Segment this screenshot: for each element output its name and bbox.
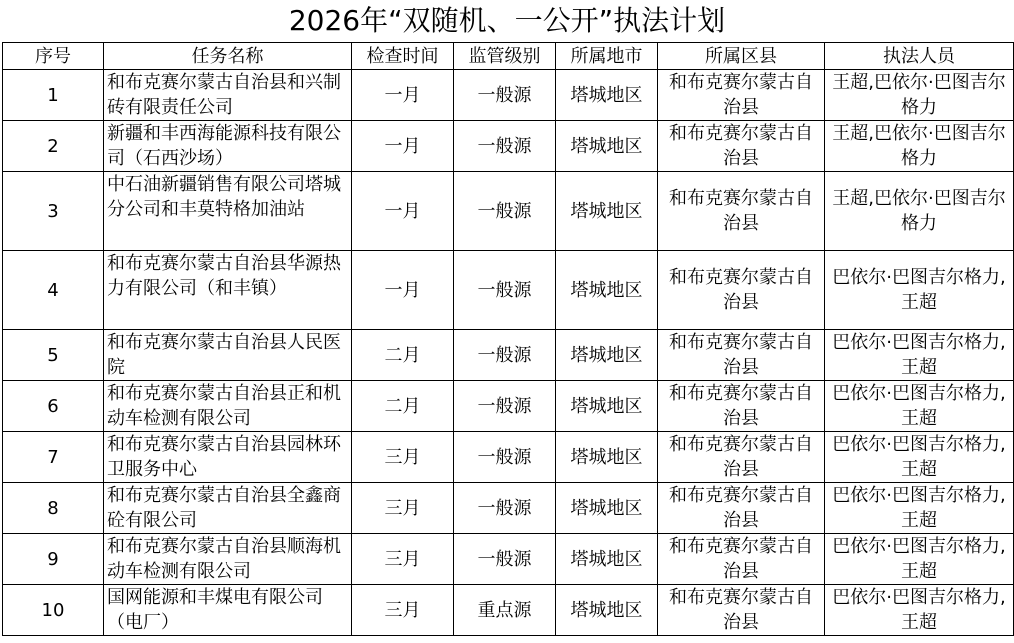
cell-staff: 巴依尔·巴图吉尔格力,王超: [825, 585, 1014, 636]
cell-city: 塔城地区: [556, 585, 658, 636]
table-row: [3, 381, 1014, 432]
table-header-row: [3, 43, 1014, 70]
table-row: [3, 172, 1014, 251]
cell-city: 塔城地区: [556, 381, 658, 432]
cell-no: 1: [3, 70, 104, 121]
cell-staff: 巴依尔·巴图吉尔格力,王超: [825, 534, 1014, 585]
cell-city: 塔城地区: [556, 251, 658, 330]
cell-no: 9: [3, 534, 104, 585]
cell-county: 和布克赛尔蒙古自治县: [658, 534, 825, 585]
cell-city: 塔城地区: [556, 330, 658, 381]
cell-no: 6: [3, 381, 104, 432]
cell-check-time: 一月: [352, 251, 454, 330]
table-row: [3, 251, 1014, 330]
header-level: 监管级别: [454, 43, 556, 70]
cell-county: 和布克赛尔蒙古自治县: [658, 251, 825, 330]
cell-check-time: 一月: [352, 121, 454, 172]
cell-staff: 巴依尔·巴图吉尔格力,王超: [825, 330, 1014, 381]
cell-task-name: 新疆和丰西海能源科技有限公司（石西沙场）: [104, 121, 352, 172]
cell-level: 一般源: [454, 381, 556, 432]
cell-task-name: 和布克赛尔蒙古自治县正和机动车检测有限公司: [104, 381, 352, 432]
cell-no: 7: [3, 432, 104, 483]
cell-task-name: 和布克赛尔蒙古自治县和兴制砖有限责任公司: [104, 70, 352, 121]
cell-level: 一般源: [454, 432, 556, 483]
header-staff: 执法人员: [825, 43, 1014, 70]
cell-staff: 巴依尔·巴图吉尔格力,王超: [825, 381, 1014, 432]
plan-table: [2, 42, 1014, 636]
cell-check-time: 三月: [352, 534, 454, 585]
cell-check-time: 三月: [352, 483, 454, 534]
cell-task-name: 国网能源和丰煤电有限公司（电厂）: [104, 585, 352, 636]
sheet-title: 2026年“双随机、一公开”执法计划: [288, 4, 726, 37]
table-row: [3, 585, 1014, 636]
cell-level: 一般源: [454, 330, 556, 381]
cell-county: 和布克赛尔蒙古自治县: [658, 585, 825, 636]
table-row: [3, 121, 1014, 172]
table-row: [3, 70, 1014, 121]
cell-check-time: 二月: [352, 330, 454, 381]
cell-city: 塔城地区: [556, 121, 658, 172]
cell-level: 一般源: [454, 172, 556, 251]
cell-county: 和布克赛尔蒙古自治县: [658, 330, 825, 381]
header-check-time: 检查时间: [352, 43, 454, 70]
cell-city: 塔城地区: [556, 534, 658, 585]
cell-staff: 巴依尔·巴图吉尔格力,王超: [825, 251, 1014, 330]
cell-level: 一般源: [454, 70, 556, 121]
cell-no: 4: [3, 251, 104, 330]
cell-city: 塔城地区: [556, 483, 658, 534]
cell-no: 8: [3, 483, 104, 534]
cell-check-time: 一月: [352, 172, 454, 251]
cell-no: 2: [3, 121, 104, 172]
cell-task-name: 和布克赛尔蒙古自治县园林环卫服务中心: [104, 432, 352, 483]
cell-check-time: 一月: [352, 70, 454, 121]
table-row: [3, 330, 1014, 381]
cell-no: 5: [3, 330, 104, 381]
cell-county: 和布克赛尔蒙古自治县: [658, 70, 825, 121]
header-no: 序号: [3, 43, 104, 70]
cell-no: 3: [3, 172, 104, 251]
cell-level: 一般源: [454, 483, 556, 534]
header-task-name: 任务名称: [104, 43, 352, 70]
cell-city: 塔城地区: [556, 172, 658, 251]
cell-check-time: 二月: [352, 381, 454, 432]
cell-level: 一般源: [454, 251, 556, 330]
cell-county: 和布克赛尔蒙古自治县: [658, 432, 825, 483]
cell-staff: 王超,巴依尔·巴图吉尔格力: [825, 70, 1014, 121]
cell-county: 和布克赛尔蒙古自治县: [658, 172, 825, 251]
cell-check-time: 三月: [352, 585, 454, 636]
table-row: [3, 483, 1014, 534]
cell-city: 塔城地区: [556, 70, 658, 121]
cell-task-name: 和布克赛尔蒙古自治县顺海机动车检测有限公司: [104, 534, 352, 585]
cell-task-name: 和布克赛尔蒙古自治县华源热力有限公司（和丰镇）: [104, 251, 352, 330]
header-city: 所属地市: [556, 43, 658, 70]
cell-level: 重点源: [454, 585, 556, 636]
cell-staff: 王超,巴依尔·巴图吉尔格力: [825, 172, 1014, 251]
table-row: [3, 432, 1014, 483]
cell-staff: 巴依尔·巴图吉尔格力,王超: [825, 483, 1014, 534]
cell-staff: 王超,巴依尔·巴图吉尔格力: [825, 121, 1014, 172]
header-county: 所属区县: [658, 43, 825, 70]
cell-no: 10: [3, 585, 104, 636]
cell-county: 和布克赛尔蒙古自治县: [658, 121, 825, 172]
cell-level: 一般源: [454, 534, 556, 585]
cell-task-name: 和布克赛尔蒙古自治县全鑫商砼有限公司: [104, 483, 352, 534]
cell-task-name: 中石油新疆销售有限公司塔城分公司和丰莫特格加油站: [104, 172, 352, 251]
cell-county: 和布克赛尔蒙古自治县: [658, 381, 825, 432]
cell-task-name: 和布克赛尔蒙古自治县人民医院: [104, 330, 352, 381]
cell-staff: 巴依尔·巴图吉尔格力,王超: [825, 432, 1014, 483]
cell-county: 和布克赛尔蒙古自治县: [658, 483, 825, 534]
table-row: [3, 534, 1014, 585]
cell-level: 一般源: [454, 121, 556, 172]
cell-check-time: 三月: [352, 432, 454, 483]
cell-city: 塔城地区: [556, 432, 658, 483]
